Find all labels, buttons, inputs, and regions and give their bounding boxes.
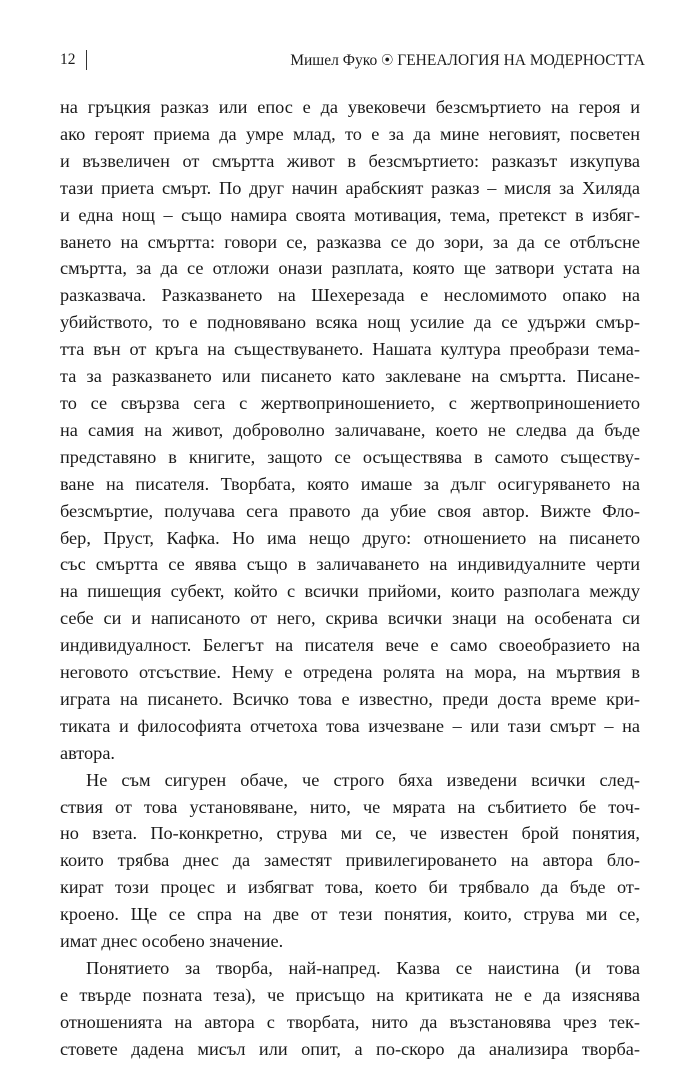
text-line: кроено. Ще се спра на две от тези понятия, които, струва ми се, (60, 904, 640, 925)
header-title: ГЕНЕАЛОГИЯ НА МОДЕРНОСТТА (397, 52, 645, 69)
text-line: играта на писането. Всичко това е известно, преди доста време кри- (60, 688, 640, 709)
text-line: тази приета смърт. По друг начин арабският разказ – мисля за Хиляда (60, 177, 640, 198)
text-line: ако героят приема да умре млад, то е за да мине неговият, посветен (60, 123, 640, 144)
page-number: 12 (60, 51, 76, 68)
paragraph-1 (60, 94, 640, 767)
text-line: на пишещия субект, който с всички прийоми, които разполага между (60, 581, 640, 602)
body-text (60, 94, 640, 1063)
text-line: ването на смъртта: говори се, разказва се до зори, за да се отблъсне (60, 231, 640, 252)
bullet-icon: ⦿ (381, 53, 394, 67)
text-line: но взета. По-конкретно, струва ми се, че известен брой понятия, (60, 823, 640, 844)
text-line: представяно в книгите, защото се осъществява в самото съществу- (60, 446, 640, 467)
text-line: смъртта, за да се отложи онази разплата, която ще затвори устата на (60, 258, 640, 279)
text-line: имат днес особено значение. (60, 931, 284, 952)
running-head (290, 48, 645, 73)
text-line: автора. (60, 742, 116, 763)
paragraph-2 (60, 767, 640, 955)
text-line: Не съм сигурен обаче, че строго бяха изведени всички след- (86, 769, 640, 790)
text-line: е твърде позната теза), че присъщо на критиката не е да изяснява (60, 984, 640, 1005)
text-line: ване на писателя. Творбата, която имаше за дълг осигуряването на (60, 473, 640, 494)
text-line: разказвача. Разказването на Шехерезада е несломимото опако на (60, 285, 640, 306)
text-line: на гръцкия разказ или епос е да увековечи безсмъртието на героя и (60, 97, 640, 117)
text-line: индивидуалност. Белегът на писателя вече е само своеобразието на (60, 635, 640, 656)
text-line: Понятието за творба, най-напред. Казва се наистина (и това (86, 958, 640, 978)
header-divider (86, 50, 87, 70)
text-line: и възвеличен от смъртта живот в безсмъртието: разказът изкупува (60, 150, 640, 171)
text-line: тиката и философията отчетоха това изчезване – или тази смърт – на (60, 715, 640, 736)
paragraph-3 (60, 955, 640, 1063)
text-line: бер, Пруст, Кафка. Но има нещо друго: отношението на писането (60, 527, 640, 548)
text-line: ствия от това установяване, нито, че мярата на събитието бе точ- (60, 796, 640, 817)
text-line: безсмъртие, получава сега правото да убие своя автор. Вижте Фло- (60, 500, 640, 521)
header-author: Мишел Фуко (290, 52, 378, 69)
text-line: тта вън от кръга на съществуването. Нашата култура преобрази тема- (60, 339, 640, 360)
text-line: и една нощ – също намира своята мотивация, тема, претекст в избяг- (60, 204, 640, 225)
text-line: които трябва днес да заместят привилегироването на автора бло- (60, 850, 640, 871)
text-line: стовете дадена мисъл или опит, а по-скоро да анализира творба- (60, 1038, 640, 1059)
text-line: кират този процес и избягват това, което би трябвало да бъде от- (60, 877, 640, 898)
text-line: неговото отсъствие. Нему е отредена ролята на мора, на мъртвия в (60, 662, 640, 683)
text-line: та за разказването или писането като заклеване на смъртта. Писане- (60, 366, 640, 387)
text-line: на самия на живот, доброволно заличаване, което не следва да бъде (60, 419, 640, 440)
text-line: със смъртта се явява също в заличаването на индивидуалните черти (60, 554, 640, 575)
text-line: отношенията на автора с творбата, нито да възстановява чрез тек- (60, 1011, 640, 1032)
text-line: убийството, то е подновявано всяка нощ усилие да се удържи смър- (60, 312, 640, 333)
text-line: то се свързва сега с жертвоприношението, с жертвоприношението (60, 392, 640, 413)
page-header (60, 48, 645, 72)
text-line: себе си и написаното от него, скрива всички знаци на особената си (60, 608, 640, 629)
